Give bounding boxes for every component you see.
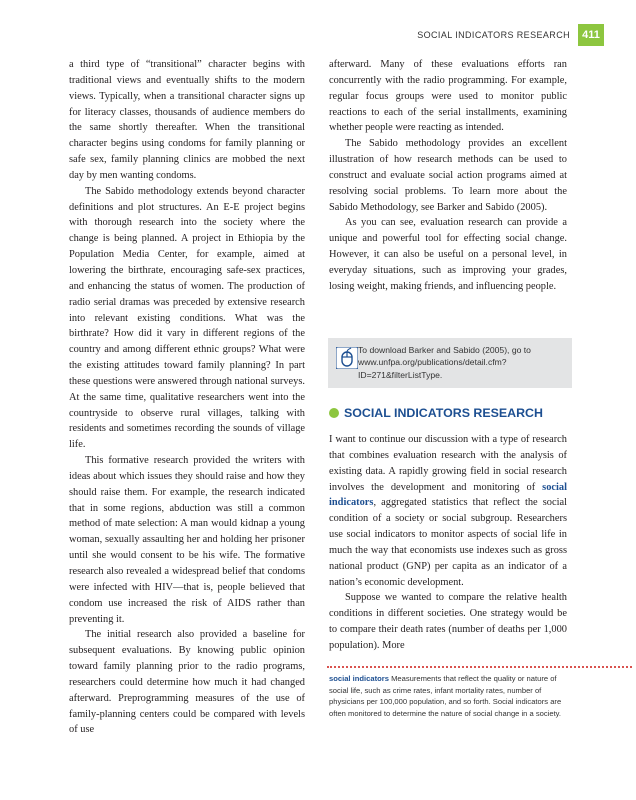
page-number-badge: 411 — [578, 24, 604, 46]
mouse-icon — [336, 347, 358, 369]
left-paragraph-1: a third type of “transitional” character begins with traditional views and eventually shifts to the modern views. Typically, when a transitional character signs up for literacy classes, thousands of audience members do the same shortly thereafter. When the transitional character begins using condoms for family planning or safe sex, family planning clinics are mobbed the next day by men wanting condoms. — [69, 59, 305, 181]
glossary-term: social indicators — [329, 674, 389, 683]
glossary-definition: Measurements that reflect the quality or nature of social life, such as crime rates, infant mortality rates, number of physicians per 100,000 population, and so forth. Social indicators are often monitored to determine the nature of social change in a society. — [329, 674, 562, 718]
left-paragraph-3: This formative research provided the writers with ideas about which issues they should raise and how they should raise them. For example, the research indicated that in some regions, abduction was still a common method of mate selection: A man would kidnap a young woman, sexually assaulting her and holding her prisoner until she would consent to be his wife. The formative research also revealed a widespread belief that condoms were infected with HIV—that is, people believed that condom use increased the risk of AIDS rather than preventing it. — [69, 455, 305, 625]
right-paragraph-3: As you can see, evaluation research can provide a unique and powerful tool for effecting social change. However, it can also be useful on a personal level, in everyday situations, such as improving your grades, losing weight, making friends, and influencing people. — [329, 217, 567, 292]
bullet-dot-icon — [329, 408, 339, 418]
web-resource-callout — [328, 338, 572, 388]
section-paragraph-1 — [329, 432, 567, 590]
section-paragraph-1-end: , aggregated statistics that reflect the social condition of a society or social subgroup. Researchers use social indicators to monitor aspects of social life in much the way that economists use indexes such as gross national product (GNP) per capita as an indicator of a nation’s economic development. — [329, 497, 567, 588]
glossary-divider — [327, 666, 632, 668]
left-paragraph-4: The initial research also provided a baseline for subsequent evaluations. By knowing public opinion toward family planning prior to the radio programs, researchers could determine how much it had changed afterward. Preprogramming measures of the use of family-planning centers could be compared with levels of use — [69, 629, 305, 736]
glossary-entry — [329, 673, 569, 719]
section-paragraph-1-start: I want to continue our discussion with a type of research that combines evaluation research with the analysis of existing data. A rapidly growing field in social research involves the development and monitoring of — [329, 434, 567, 493]
section-heading — [329, 406, 569, 420]
section-body — [329, 432, 567, 654]
right-paragraph-2: The Sabido methodology provides an excellent illustration of how research methods can be used to construct and evaluate social action programs aimed at resolving social problems. To learn more about the Sabido Methodology, see Barker and Sabido (2005). — [329, 138, 567, 213]
right-column — [329, 57, 567, 295]
left-paragraph-2: The Sabido methodology extends beyond character definitions and plot structures. An E-E project begins with thorough research into the society where the change is being planned. A project in Ethiopia by the Population Media Center, for example, aimed at lowering the birthrate, encouraging safe-sex practices, and enhancing the status of women. The production of radio serial dramas was preceded by extensive research into relevant existing conditions. What was the birthrate? How did it vary in different regions of the country and among different ethnic groups? What were the existing attitudes toward family planning? In part these questions were answered through national surveys. At the same time, qualitative researchers went into the countryside to observe rural villages, talking with residents and sometimes recording the sounds of village life. — [69, 185, 305, 451]
section-heading-text: SOCIAL INDICATORS RESEARCH — [344, 406, 543, 420]
right-paragraph-1: afterward. Many of these evaluations efforts ran concurrently with the radio programming. For example, regular focus groups were used to monitor public reactions to each of the serial installments, examining whether people were reacting as intended. — [329, 59, 567, 134]
running-header-title: SOCIAL INDICATORS RESEARCH — [417, 30, 570, 40]
callout-text: To download Barker and Sabido (2005), go to www.unfpa.org/publications/detail.cfm?ID=271&filterListType. — [358, 345, 531, 380]
glossary-term-link[interactable]: social indicators — [329, 481, 567, 509]
left-column — [69, 57, 305, 738]
section-paragraph-2: Suppose we wanted to compare the relative health conditions in different societies. One strategy would be to compare their death rates (number of deaths per 1,000 population). More — [329, 592, 567, 651]
